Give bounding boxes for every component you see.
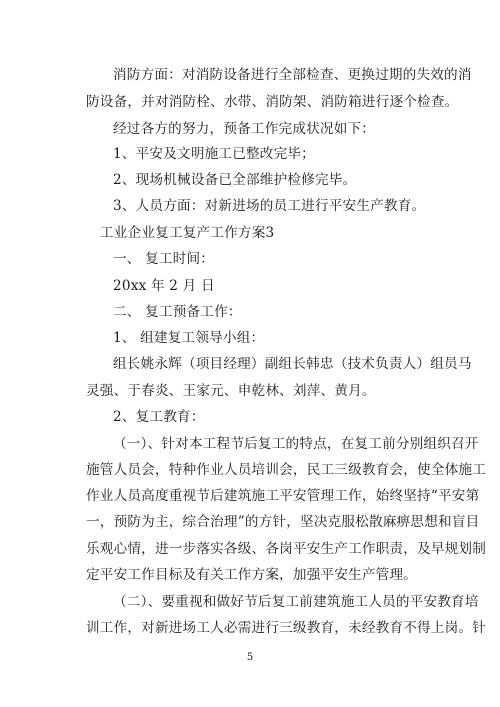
text-line-8: 一、 复工时间： (113, 251, 215, 267)
text-line-22: 训工作，对新进场工人必需进行三级教育，未经教育不得上岗。针 (86, 620, 487, 636)
text-line-11: 1、 组建复工领导小组： (113, 330, 265, 346)
page-number: 5 (246, 652, 254, 663)
text-line-3: 经过各方的努力，预备工作完成状况如下： (113, 121, 376, 137)
text-line-1: 消防方面：对消防设备进行全部检查、更换过期的失效的消 (113, 67, 472, 83)
text-line-14: 2、复工教育： (113, 409, 205, 425)
text-line-13: 灵强、于春炎、王家元、申乾林、刘萍、黄月。 (86, 383, 376, 399)
text-line-4: 1、平安及文明施工已整改完毕； (113, 146, 315, 162)
text-line-9: 20xx 年 2 月 日 (113, 278, 215, 294)
text-line-19: 乐观心情，进一步落实各级、各岗平安生产工作职责，及早规划制 (86, 541, 487, 557)
text-line-5: 2、现场机械设备已全部维护检修完毕。 (113, 172, 357, 188)
text-line-2: 防设备，并对消防栓、水带、消防架、消防箱进行逐个检查。 (86, 94, 459, 110)
text-line-12: 组长姚永辉（项目经理）副组长韩忠（技术负责人）组员马 (113, 356, 472, 372)
text-line-16: 施管人员会，特种作业人员培训会，民工三级教育会，使全体施工 (86, 462, 487, 478)
section-heading: 工业企业复工复产工作方案3 (100, 225, 275, 241)
text-line-17: 作业人员高度重视节后建筑施工平安管理工作，始终坚持“平安第 (86, 488, 480, 504)
text-line-21: （二）、要重视和做好节后复工前建筑施工人员的平安教育培 (113, 594, 479, 610)
text-line-6: 3、人员方面：对新进场的员工进行平安生产教育。 (113, 198, 426, 214)
text-line-20: 定平安工作目标及有关工作方案，加强平安生产管理。 (86, 567, 418, 583)
text-line-15: （一）、针对本工程节后复工的特点，在复工前分别组织召开 (113, 436, 479, 452)
text-line-10: 二、 复工预备工作： (113, 304, 242, 320)
text-line-18: 一，预防为主，综合治理”的方针，坚决克服松散麻痹思想和盲目 (86, 514, 480, 530)
